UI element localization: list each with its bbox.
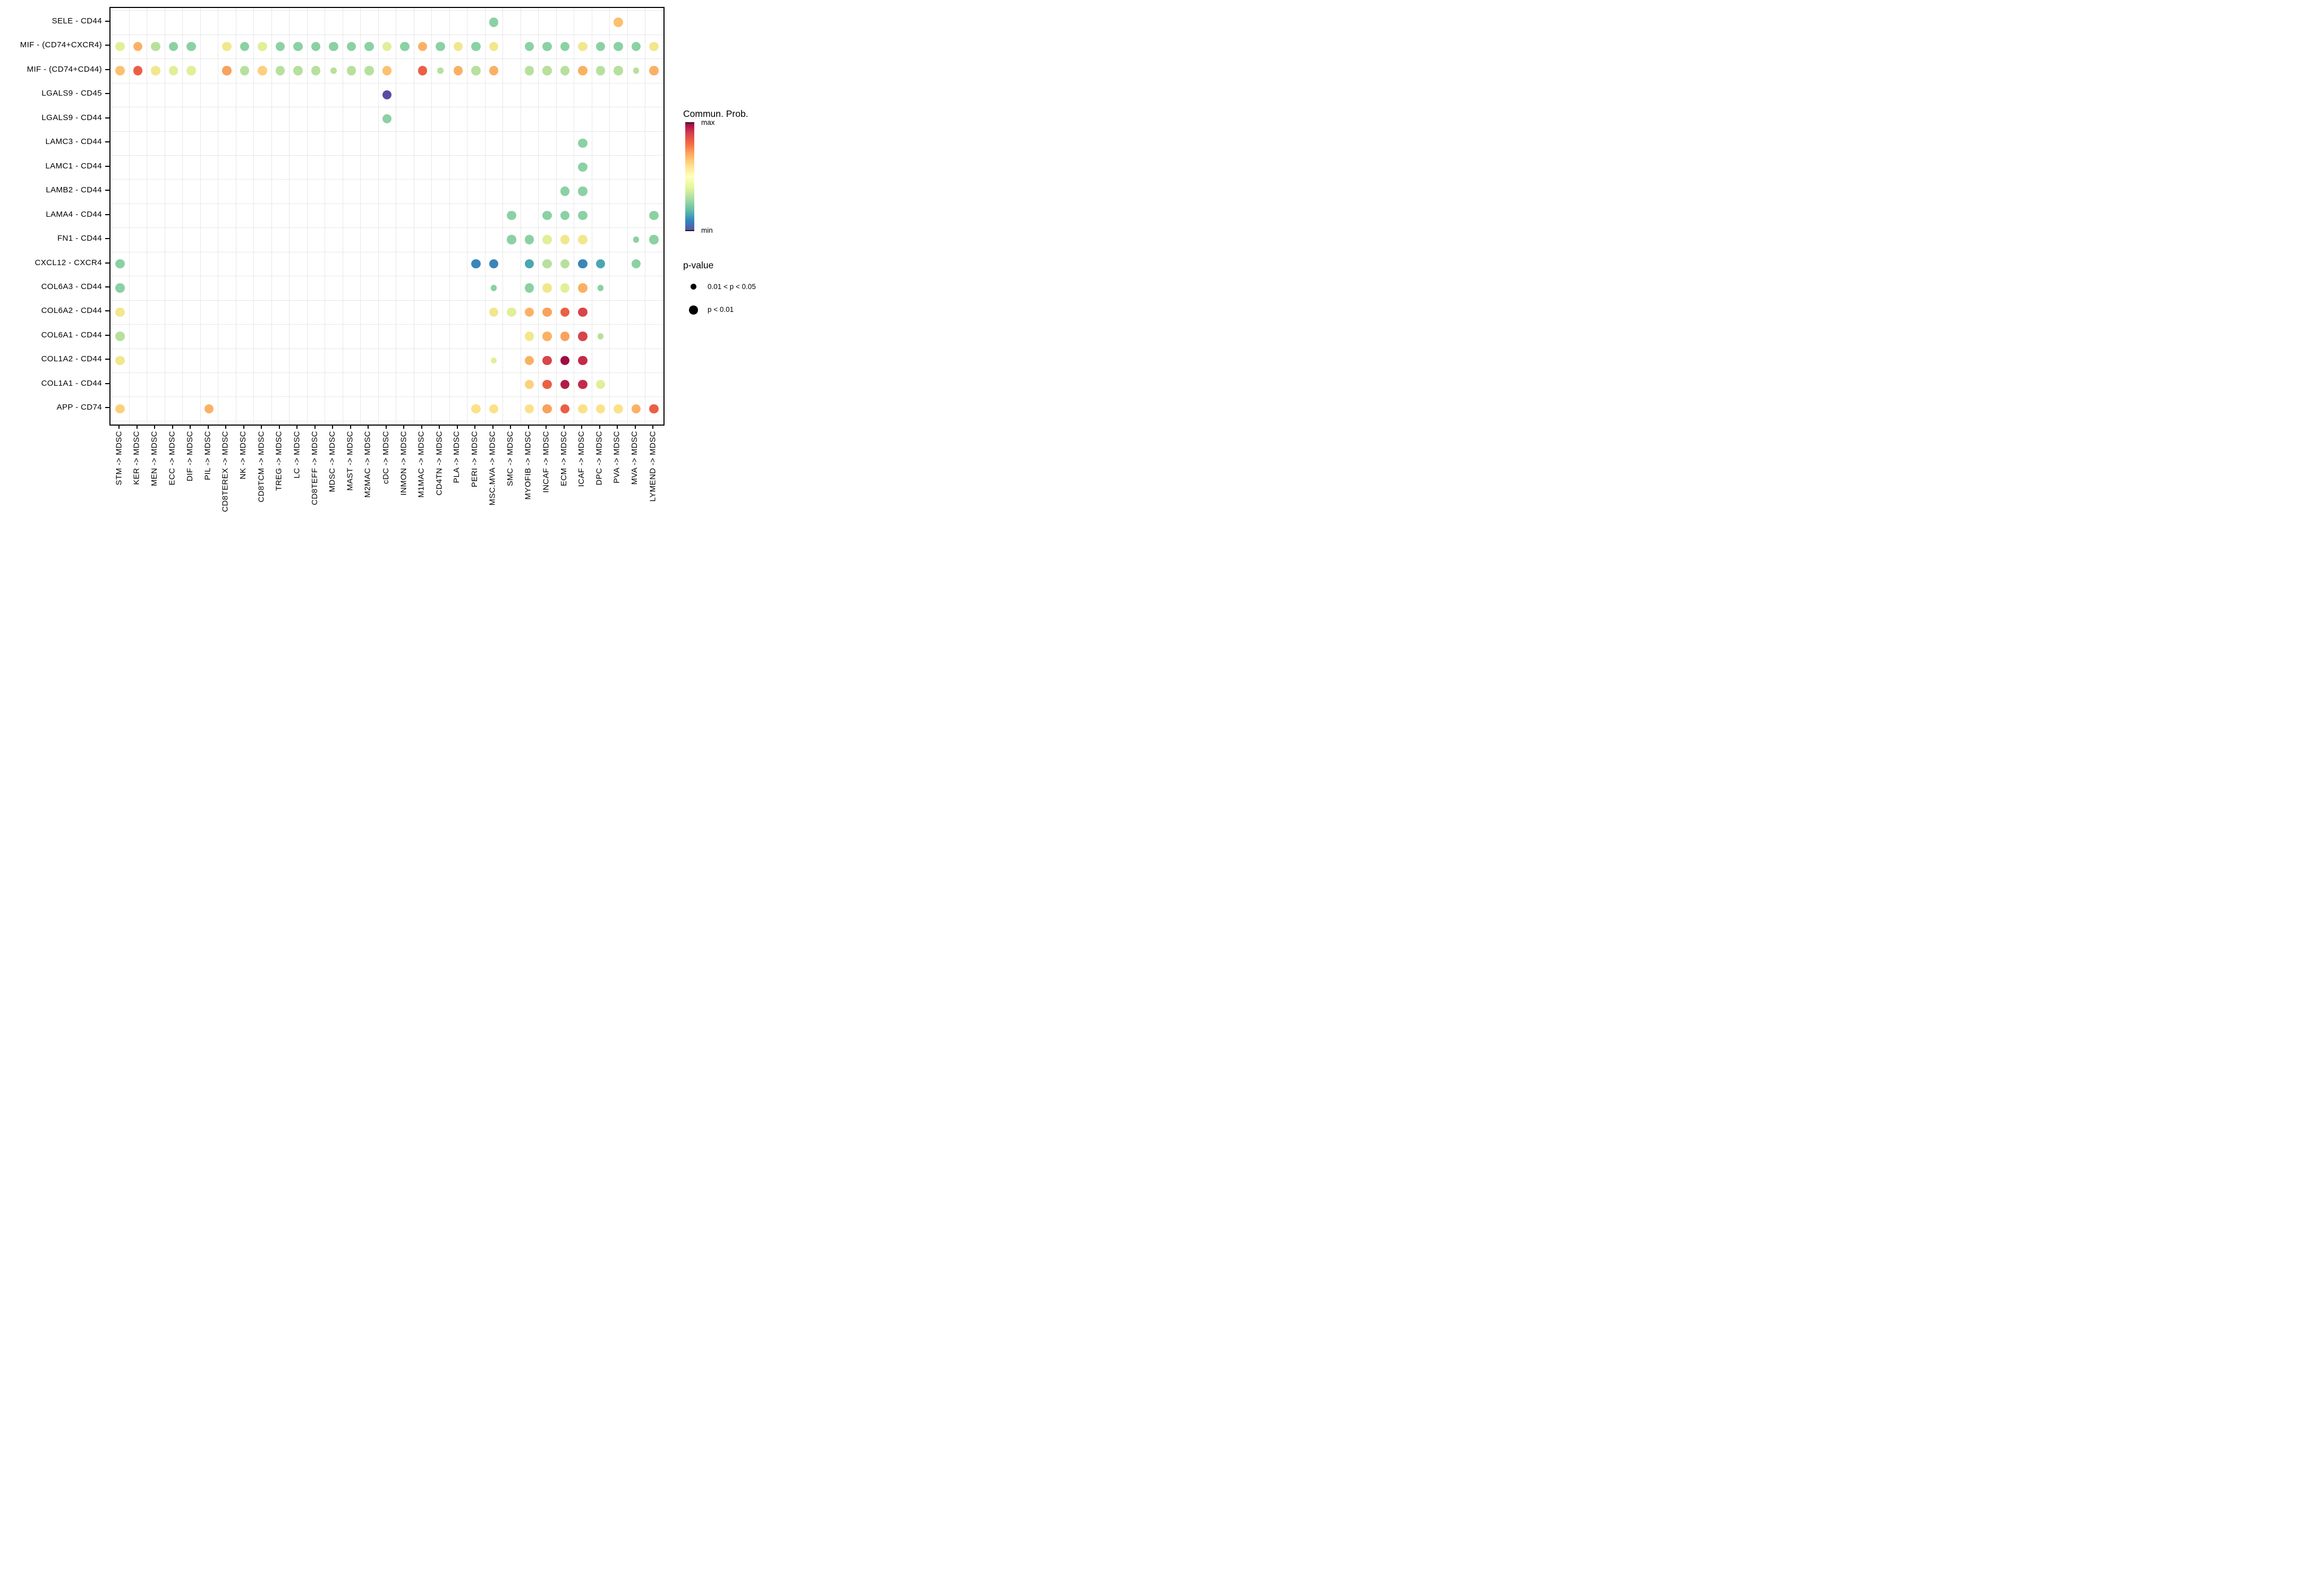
y-tick xyxy=(105,45,109,46)
x-axis-label: ECM -> MDSC xyxy=(559,431,568,486)
gridline xyxy=(538,8,539,425)
dot xyxy=(364,42,373,51)
gridline xyxy=(110,131,663,132)
dot xyxy=(542,308,551,317)
dot xyxy=(632,404,641,413)
dot xyxy=(115,404,124,413)
dot xyxy=(258,42,267,51)
dot xyxy=(560,380,569,389)
dot xyxy=(596,380,605,389)
x-tick xyxy=(421,425,422,429)
dot xyxy=(115,259,124,268)
dot xyxy=(525,42,534,51)
x-tick xyxy=(617,425,618,429)
dot xyxy=(542,42,551,51)
y-tick xyxy=(105,141,109,142)
dot xyxy=(491,285,497,291)
y-axis-label: COL6A2 - CD44 xyxy=(41,306,102,316)
gridline xyxy=(129,8,130,425)
x-axis-label: MDSC -> MDSC xyxy=(328,431,337,493)
dot xyxy=(115,356,124,365)
dot xyxy=(578,356,587,365)
dot xyxy=(525,66,534,75)
y-tick xyxy=(105,117,109,118)
x-axis-label: LYMEND -> MDSC xyxy=(648,431,657,502)
dot xyxy=(471,404,480,413)
dot xyxy=(489,18,498,27)
pvalue-dot-small xyxy=(691,284,696,290)
dot xyxy=(489,42,498,51)
x-axis-label: MEN -> MDSC xyxy=(150,431,159,486)
dot xyxy=(311,66,320,75)
dot xyxy=(614,404,623,413)
x-axis-label: NK -> MDSC xyxy=(239,431,248,480)
dot xyxy=(400,42,409,51)
dot xyxy=(151,66,160,75)
y-axis-label: COL6A3 - CD44 xyxy=(41,282,102,291)
x-tick xyxy=(350,425,351,429)
gridline xyxy=(110,155,663,156)
dot xyxy=(293,42,302,51)
dot xyxy=(578,308,587,317)
colorbar-min-label: min xyxy=(701,226,713,234)
x-axis-label: MYOFIB -> MDSC xyxy=(523,431,533,500)
dot xyxy=(542,332,551,341)
x-tick xyxy=(243,425,244,429)
gridline xyxy=(289,8,290,425)
gridline xyxy=(378,8,379,425)
plot-panel xyxy=(109,7,665,426)
dot xyxy=(560,259,569,268)
x-tick xyxy=(439,425,440,429)
dot xyxy=(633,236,639,242)
dot xyxy=(507,235,516,244)
dot xyxy=(598,285,603,291)
x-axis-label: CD8TEREX -> MDSC xyxy=(221,431,230,512)
dot xyxy=(578,259,587,268)
pvalue-dot-large xyxy=(689,306,698,315)
dot xyxy=(578,404,587,413)
x-tick xyxy=(403,425,404,429)
dot xyxy=(525,283,534,292)
y-axis-label: APP - CD74 xyxy=(56,403,102,412)
dot xyxy=(542,356,551,365)
x-tick xyxy=(368,425,369,429)
y-tick xyxy=(105,310,109,311)
x-tick xyxy=(635,425,636,429)
y-tick xyxy=(105,286,109,287)
dot xyxy=(578,211,587,220)
dot xyxy=(560,42,569,51)
dot xyxy=(115,42,124,51)
dot xyxy=(560,235,569,244)
y-tick xyxy=(105,69,109,70)
gridline xyxy=(609,8,610,425)
x-tick xyxy=(190,425,191,429)
x-tick xyxy=(296,425,297,429)
x-axis-label: PIL -> MDSC xyxy=(203,431,212,480)
dot xyxy=(578,235,587,244)
y-tick xyxy=(105,262,109,264)
gridline xyxy=(110,372,663,373)
dot xyxy=(491,358,497,363)
x-axis-label: M2MAC -> MDSC xyxy=(363,431,372,498)
dot xyxy=(437,67,443,73)
y-tick xyxy=(105,93,109,94)
pvalue-label-small: 0.01 < p < 0.05 xyxy=(708,283,756,291)
dot xyxy=(596,42,605,51)
dot xyxy=(454,42,463,51)
x-tick xyxy=(172,425,173,429)
dot xyxy=(471,42,480,51)
x-axis-label: SMC -> MDSC xyxy=(506,431,515,486)
dot xyxy=(454,66,463,75)
x-tick xyxy=(154,425,155,429)
gridline xyxy=(431,8,432,425)
dot xyxy=(276,66,285,75)
dot xyxy=(560,404,569,413)
gridline xyxy=(110,227,663,228)
dot xyxy=(578,139,587,148)
dot xyxy=(489,259,498,268)
dot xyxy=(560,66,569,75)
dot xyxy=(525,380,534,389)
gridline xyxy=(110,324,663,325)
dot xyxy=(525,356,534,365)
dot xyxy=(382,90,391,99)
y-axis-label: LGALS9 - CD45 xyxy=(41,89,102,98)
dot xyxy=(560,211,569,220)
dot xyxy=(222,42,231,51)
x-axis-label: DIF -> MDSC xyxy=(185,431,194,481)
gridline xyxy=(110,179,663,180)
dot xyxy=(598,333,603,339)
x-axis-label: MVA -> MDSC xyxy=(630,431,640,485)
dot xyxy=(329,42,338,51)
colorbar-min-tick xyxy=(685,230,694,231)
dot xyxy=(649,42,658,51)
dot xyxy=(578,163,587,172)
x-tick xyxy=(510,425,511,429)
x-axis-label: cDC -> MDSC xyxy=(381,431,390,484)
x-axis-label: LC -> MDSC xyxy=(292,431,301,479)
y-tick xyxy=(105,335,109,336)
x-tick xyxy=(652,425,653,429)
gridline xyxy=(271,8,272,425)
dot xyxy=(330,67,336,73)
dot xyxy=(578,380,587,389)
dot xyxy=(560,356,569,365)
dot xyxy=(525,235,534,244)
x-tick xyxy=(386,425,387,429)
dot xyxy=(614,18,623,27)
x-axis-label: M1MAC -> MDSC xyxy=(416,431,426,498)
dot xyxy=(240,66,249,75)
cellchat-bubble-plot xyxy=(0,0,774,531)
dot xyxy=(382,114,391,123)
y-tick xyxy=(105,359,109,360)
x-tick xyxy=(457,425,458,429)
dot xyxy=(489,66,498,75)
dot xyxy=(596,404,605,413)
dot xyxy=(632,42,641,51)
x-tick xyxy=(528,425,529,429)
x-tick xyxy=(564,425,565,429)
y-axis-label: LAMC1 - CD44 xyxy=(45,161,102,171)
dot xyxy=(649,235,658,244)
dot xyxy=(560,332,569,341)
dot xyxy=(596,66,605,75)
dot xyxy=(633,67,639,73)
gridline xyxy=(556,8,557,425)
dot xyxy=(596,259,605,268)
dot xyxy=(133,42,142,51)
dot xyxy=(436,42,445,51)
y-axis-label: MIF - (CD74+CD44) xyxy=(27,64,102,74)
y-axis-label: COL1A2 - CD44 xyxy=(41,354,102,364)
x-axis-label: ECC -> MDSC xyxy=(167,431,177,486)
dot xyxy=(418,42,427,51)
dot xyxy=(115,308,124,317)
y-tick xyxy=(105,190,109,191)
gridline xyxy=(110,396,663,397)
x-tick xyxy=(118,425,120,429)
dot xyxy=(578,186,587,196)
y-tick xyxy=(105,407,109,408)
dot xyxy=(347,66,356,75)
dot xyxy=(614,42,623,51)
dot xyxy=(542,259,551,268)
gridline xyxy=(110,10,663,11)
gridline xyxy=(182,8,183,425)
gridline xyxy=(485,8,486,425)
gridline xyxy=(449,8,450,425)
dot xyxy=(525,332,534,341)
x-tick xyxy=(137,425,138,429)
x-tick xyxy=(279,425,280,429)
x-axis-label: MAST -> MDSC xyxy=(345,431,355,491)
colorbar-gradient xyxy=(685,122,694,231)
colorbar-max-tick xyxy=(685,122,694,123)
x-axis-label: PVA -> MDSC xyxy=(612,431,622,484)
y-axis-label: COL6A1 - CD44 xyxy=(41,330,102,340)
x-axis-label: CD8TCM -> MDSC xyxy=(257,431,266,503)
dot xyxy=(542,211,551,220)
x-axis-label: ICAF -> MDSC xyxy=(577,431,586,487)
dot xyxy=(382,42,391,51)
dot xyxy=(649,404,658,413)
dot xyxy=(311,42,320,51)
gridline xyxy=(627,8,628,425)
dot xyxy=(186,66,195,75)
x-tick xyxy=(546,425,547,429)
dot xyxy=(258,66,267,75)
dot xyxy=(471,259,480,268)
dot xyxy=(276,42,285,51)
dot xyxy=(542,66,551,75)
dot xyxy=(186,42,195,51)
y-tick xyxy=(105,166,109,167)
dot xyxy=(525,308,534,317)
dot xyxy=(133,66,142,75)
y-tick xyxy=(105,214,109,215)
gridline xyxy=(253,8,254,425)
y-axis-label: SELE - CD44 xyxy=(52,16,102,26)
pvalue-title: p-value xyxy=(683,260,714,270)
x-axis-label: KER -> MDSC xyxy=(132,431,141,485)
dot xyxy=(578,42,587,51)
dot xyxy=(542,235,551,244)
dot xyxy=(542,380,551,389)
dot xyxy=(240,42,249,51)
dot xyxy=(169,42,178,51)
y-axis-label: LAMB2 - CD44 xyxy=(46,185,102,195)
dot xyxy=(542,283,551,292)
y-axis-label: LAMA4 - CD44 xyxy=(46,209,102,219)
x-tick xyxy=(332,425,333,429)
y-axis-label: LGALS9 - CD44 xyxy=(41,113,102,122)
x-axis-label: CD4TN -> MDSC xyxy=(435,431,444,496)
dot xyxy=(115,283,124,292)
dot xyxy=(169,66,178,75)
x-tick xyxy=(208,425,209,429)
dot xyxy=(649,66,658,75)
dot xyxy=(578,332,587,341)
x-tick xyxy=(492,425,493,429)
dot xyxy=(347,42,356,51)
dot xyxy=(364,66,373,75)
dot xyxy=(222,66,231,75)
dot xyxy=(115,66,124,75)
x-tick xyxy=(474,425,475,429)
y-axis-label: COL1A1 - CD44 xyxy=(41,378,102,388)
y-tick xyxy=(105,238,109,239)
dot xyxy=(489,308,498,317)
dot xyxy=(525,404,534,413)
y-axis-label: LAMC3 - CD44 xyxy=(45,137,102,147)
dot xyxy=(578,283,587,292)
colorbar-title: Commun. Prob. xyxy=(683,108,748,119)
x-axis-label: CD8TEFF -> MDSC xyxy=(310,431,319,505)
x-axis-label: INCAF -> MDSC xyxy=(541,431,550,493)
dot xyxy=(525,259,534,268)
gridline xyxy=(360,8,361,425)
x-tick xyxy=(581,425,582,429)
gridline xyxy=(307,8,308,425)
dot xyxy=(507,211,516,220)
dot xyxy=(560,308,569,317)
dot xyxy=(293,66,302,75)
x-axis-label: PERI -> MDSC xyxy=(470,431,479,488)
dot xyxy=(542,404,551,413)
x-axis-label: STM -> MDSC xyxy=(114,431,123,486)
x-axis-label: PLA -> MDSC xyxy=(452,431,462,484)
dot xyxy=(507,308,516,317)
dot xyxy=(471,66,480,75)
gridline xyxy=(110,58,663,59)
dot xyxy=(578,66,587,75)
x-axis-label: TREG -> MDSC xyxy=(274,431,284,491)
dot xyxy=(649,211,658,220)
gridline xyxy=(200,8,201,425)
dot xyxy=(418,66,427,75)
x-axis-label: DPC -> MDSC xyxy=(594,431,604,486)
x-tick xyxy=(261,425,262,429)
dot xyxy=(205,404,214,413)
x-axis-label: MSC.MVA -> MDSC xyxy=(488,431,497,506)
pvalue-label-large: p < 0.01 xyxy=(708,306,734,313)
x-tick xyxy=(225,425,226,429)
gridline xyxy=(110,300,663,301)
dot xyxy=(560,186,569,196)
x-tick xyxy=(314,425,316,429)
dot xyxy=(489,404,498,413)
dot xyxy=(632,259,641,268)
y-axis-label: CXCL12 - CXCR4 xyxy=(35,258,102,267)
x-axis-label: INMON -> MDSC xyxy=(399,431,408,496)
x-tick xyxy=(599,425,600,429)
dot xyxy=(382,66,391,75)
dot xyxy=(614,66,623,75)
y-tick xyxy=(105,383,109,384)
y-axis-label: MIF - (CD74+CXCR4) xyxy=(20,40,102,50)
dot xyxy=(151,42,160,51)
y-axis-label: FN1 - CD44 xyxy=(57,234,102,243)
colorbar-max-label: max xyxy=(701,118,715,126)
dot xyxy=(560,283,569,292)
y-tick xyxy=(105,21,109,22)
dot xyxy=(115,332,124,341)
